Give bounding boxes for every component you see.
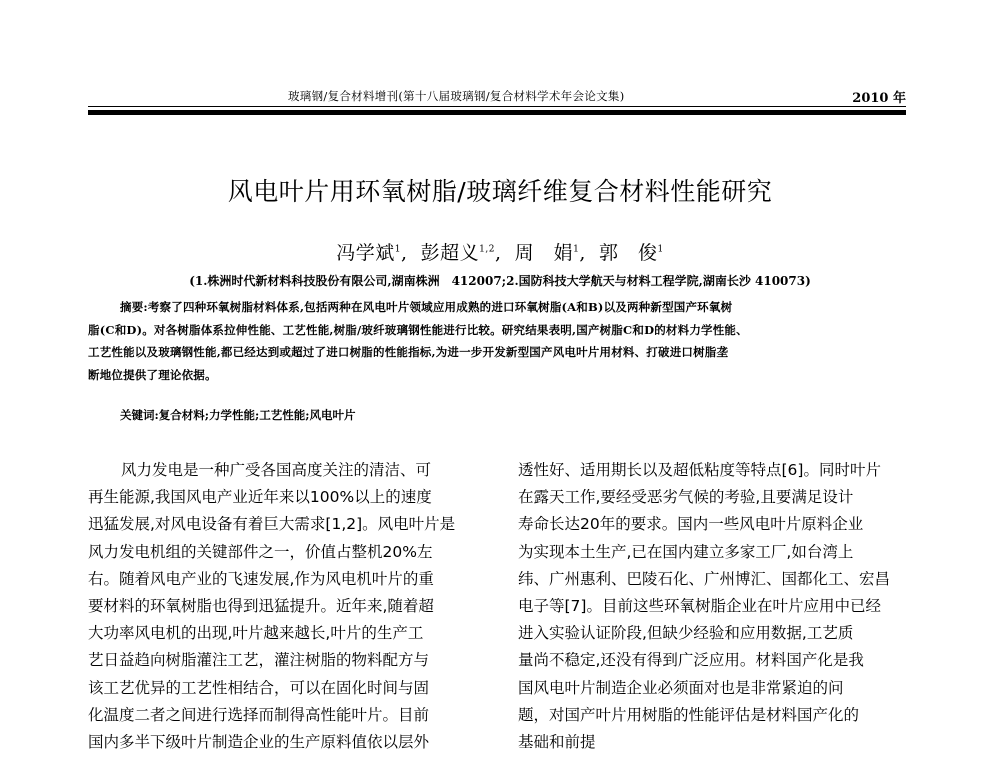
body-line: 国内多半下级叶片制造企业的生产原料值依以层外 bbox=[88, 733, 430, 752]
body-line: 电子等[7]。目前这些环氧树脂企业在叶片应用中已经 bbox=[518, 597, 881, 616]
journal-name: 玻璃钢/复合材料增刊(第十八届玻璃钢/复合材料学术年会论文集) bbox=[288, 89, 625, 103]
author-name: 郭 俊 bbox=[598, 242, 658, 264]
keywords: 关键词:复合材料;力学性能;工艺性能;风电叶片 bbox=[120, 408, 356, 422]
body-column-left bbox=[88, 457, 488, 756]
author-affiliation-mark: 1 bbox=[657, 244, 664, 255]
body-line: 该工艺优异的工艺性相结合，可以在固化时间与固 bbox=[88, 678, 430, 697]
body-column-right bbox=[518, 457, 912, 756]
paper-title: 风电叶片用环氧树脂/玻璃纤维复合材料性能研究 bbox=[227, 177, 773, 206]
body-line: 纬、广州惠利、巴陵石化、广州博汇、国都化工、宏昌 bbox=[518, 569, 891, 588]
body-line: 寿命长达20年的要求。国内一些风电叶片原料企业 bbox=[518, 515, 864, 534]
publication-year: 2010 年 bbox=[852, 91, 906, 106]
author-affiliation-mark: 1,2 bbox=[479, 244, 495, 255]
affiliation: (1.株洲时代新材料科技股份有限公司,湖南株洲 412007;2.国防科技大学航天与材料工程学院,湖南长沙 410073) bbox=[189, 274, 811, 288]
abstract bbox=[88, 296, 906, 386]
header-rule-thin bbox=[88, 106, 906, 107]
body-line: 大功率风电机的出现,叶片越来越长,叶片的生产工 bbox=[88, 624, 424, 643]
author-list: 冯学斌$^1$, 彭超义$^{1,2}$, 周 娟$^1$, 郭 俊$^1$ bbox=[336, 242, 664, 264]
body-line: 透性好、适用期长以及超低粘度等特点[6]。同时叶片 bbox=[518, 461, 881, 479]
body-line: 国风电叶片制造企业必须面对也是非常紧迫的问 bbox=[518, 678, 844, 697]
author-name: 彭超义 bbox=[420, 242, 480, 264]
body-line: 风力发电是一种广受各国高度关注的清洁、可 bbox=[121, 461, 432, 479]
body-line: 基础和前提 bbox=[518, 733, 596, 752]
abstract-line: 摘要:考察了四种环氧树脂材料体系,包括两种在风电叶片领域应用成熟的进口环氧树脂(A和B)以及两种新型国产环氧树 bbox=[120, 300, 733, 314]
body-line: 为实现本土生产,已在国内建立多家工厂,如台湾上 bbox=[518, 542, 854, 561]
body-line: 风力发电机组的关键部件之一，价值占整机20%左 bbox=[88, 542, 433, 561]
body-line: 右。随着风电产业的飞速发展,作为风电机叶片的重 bbox=[88, 569, 434, 588]
abstract-line: 工艺性能以及玻璃钢性能,都已经达到或超过了进口树脂的性能指标,为进一步开发新型国产风电叶片用材料、打破进口树脂垄 bbox=[88, 345, 729, 359]
author-affiliation-mark: 1 bbox=[573, 244, 580, 255]
body-line: 量尚不稳定,还没有得到广泛应用。材料国产化是我 bbox=[518, 651, 864, 670]
author-affiliation-mark: 1 bbox=[394, 244, 402, 255]
body-line: 进入实验认证阶段,但缺少经验和应用数据,工艺质 bbox=[518, 624, 854, 643]
body-line: 在露天工作,要经受恶劣气候的考验,且要满足设计 bbox=[518, 488, 854, 507]
body-line: 迅猛发展,对风电设备有着巨大需求[1,2]。风电叶片是 bbox=[88, 515, 456, 534]
body-line: 化温度二者之间进行选择而制得高性能叶片。目前 bbox=[88, 705, 430, 724]
author-name: 冯学斌 bbox=[336, 242, 395, 264]
body-line: 艺日益趋向树脂灌注工艺，灌注树脂的物料配方与 bbox=[88, 651, 430, 670]
body-line: 要材料的环氧树脂也得到迅猛提升。近年来,随着超 bbox=[88, 597, 434, 616]
running-header bbox=[88, 84, 906, 104]
body-line: 题，对国产叶片用树脂的性能评估是材料国产化的 bbox=[518, 705, 860, 724]
abstract-line: 脂(C和D)。对各树脂体系拉伸性能、工艺性能,树脂/玻纤玻璃钢性能进行比较。研究结果表明,国产树脂C和D的材料力学性能、 bbox=[88, 322, 748, 337]
abstract-line: 断地位提供了理论依据。 bbox=[88, 367, 217, 382]
body-line: 再生能源,我国风电产业近年来以100%以上的速度 bbox=[88, 488, 432, 507]
header-rule-thick bbox=[88, 110, 906, 115]
author-name: 周 娟 bbox=[514, 242, 574, 264]
